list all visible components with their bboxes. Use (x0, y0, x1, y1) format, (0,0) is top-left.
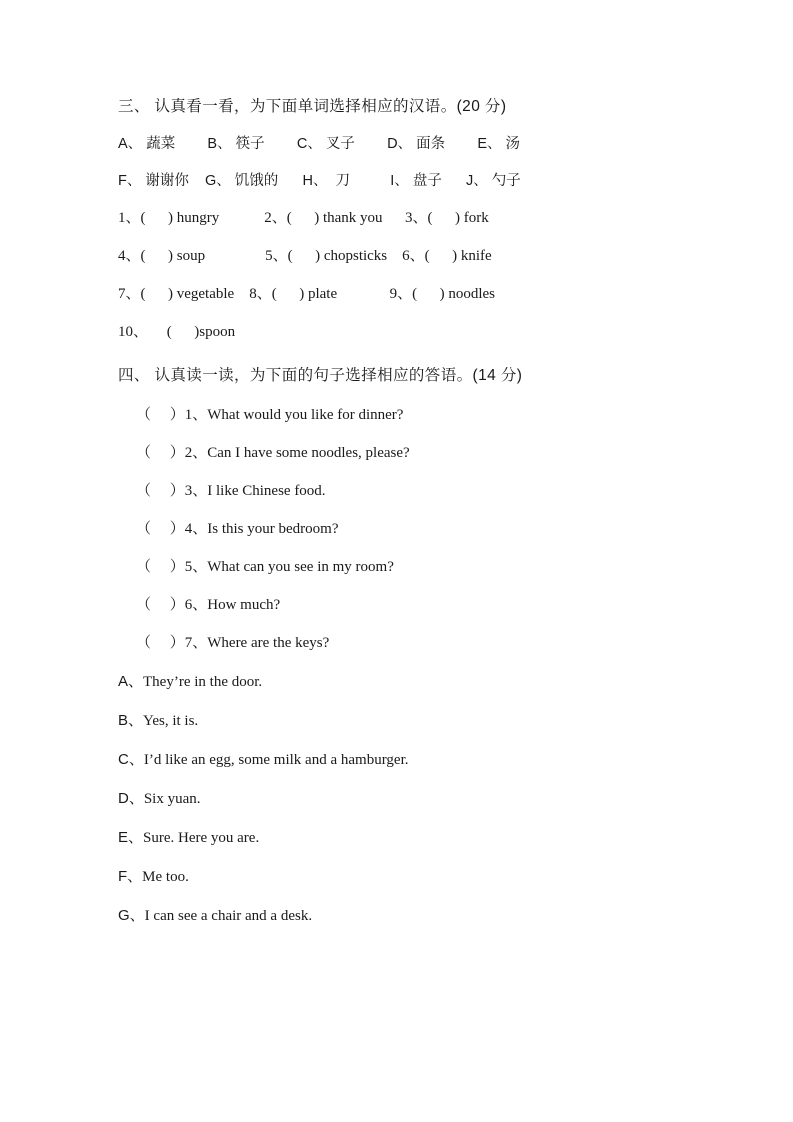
section-4-match-item-3[interactable]: （ ）3、I like Chinese food. (136, 482, 326, 499)
section-4-answer-g-label: G、 (118, 906, 145, 924)
section-4-match-item-5[interactable]: （ ）5、What can you see in my room? (136, 558, 394, 575)
section-4-heading: 四、 认真读一读，为下面的句子选择相应的答语。(14 分) (118, 367, 523, 385)
section-3-choices-row-1: A、 蔬菜 B、 筷子 C、 叉子 D、 面条 E、 汤 (118, 135, 521, 152)
section-4-answer-d-label: D、 (118, 789, 144, 807)
section-4-answer-e (118, 827, 698, 849)
section-3-choices-row-2: F、 谢谢你 G、 饥饿的 H、 刀 I、 盘子 J、 勺子 (118, 172, 521, 189)
section-3-question-row-4[interactable]: 10、 ( )spoon (118, 324, 236, 341)
section-4-answer-g (118, 905, 698, 927)
section-4-answer-e-text: Sure. Here you are. (143, 829, 260, 846)
section-4-match-item-4[interactable]: （ ）4、Is this your bedroom? (136, 520, 339, 537)
section-4-match-item-2[interactable]: （ ）2、Can I have some noodles, please? (136, 444, 410, 461)
section-3-question-row-1[interactable]: 1、( ) hungry 2、( ) thank you 3、( ) fork (118, 210, 489, 227)
section-4-match-item-6[interactable]: （ ）6、How much? (136, 596, 281, 613)
section-4-answer-a-text: They’re in the door. (143, 673, 263, 690)
section-4-answer-c-text: I’d like an egg, some milk and a hamburger. (143, 751, 409, 768)
section-3-question-row-2[interactable]: 4、( ) soup 5、( ) chopsticks 6、( ) knife (118, 248, 492, 265)
section-4-answer-f-label: F、 (118, 867, 143, 885)
section-4-answer-a-label: A、 (118, 672, 144, 690)
section-4-answer-g-text: I can see a chair and a desk. (144, 907, 313, 924)
section-4-match-item-1[interactable]: （ ）1、What would you like for dinner? (136, 406, 404, 423)
section-4-answer-d-text: Six yuan. (143, 790, 201, 807)
section-4-answer-d (118, 788, 698, 810)
section-4-answer-c-label: C、 (118, 750, 144, 768)
section-4-match-item-7[interactable]: （ ）7、Where are the keys? (136, 634, 330, 651)
section-4-answer-f (118, 866, 698, 888)
section-4-answer-e-label: E、 (118, 828, 144, 846)
section-4-answer-c (118, 749, 698, 771)
section-3-question-row-3[interactable]: 7、( ) vegetable 8、( ) plate 9、( ) noodles (118, 286, 495, 303)
section-4-answer-b (118, 710, 698, 732)
section-4-answer-a (118, 671, 698, 693)
worksheet-content (118, 96, 698, 944)
section-4-answer-b-text: Yes, it is. (143, 712, 199, 729)
section-3-heading: 三、 认真看一看，为下面单词选择相应的汉语。(20 分) (118, 98, 507, 115)
section-4-answer-b-label: B、 (118, 711, 144, 729)
section-4-answer-f-text: Me too. (142, 868, 189, 885)
